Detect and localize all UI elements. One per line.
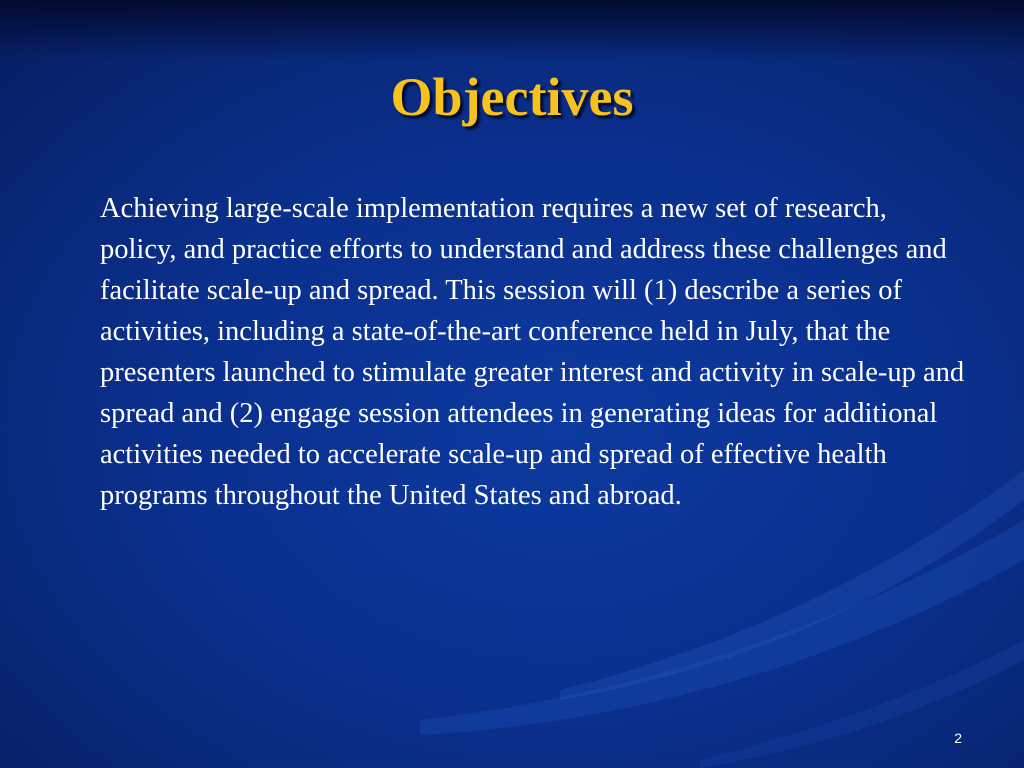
objectives-paragraph: Achieving large-scale implementation requires a new set of research, policy, and practice efforts to understand and address these challenges and facilitate scale-up and spread. This session will (1) describe a series of activities, including a state-of-the-art conference held in July, that the presenters launched to stimulate greater interest and activity in scale-up and spread and (2) engage session attendees in generating ideas for additional activities needed to accelerate scale-up and spread of effective health programs throughout the United States and abroad. (100, 193, 965, 511)
slide-title: Objectives (390, 67, 634, 127)
page-number: 2 (954, 730, 962, 746)
